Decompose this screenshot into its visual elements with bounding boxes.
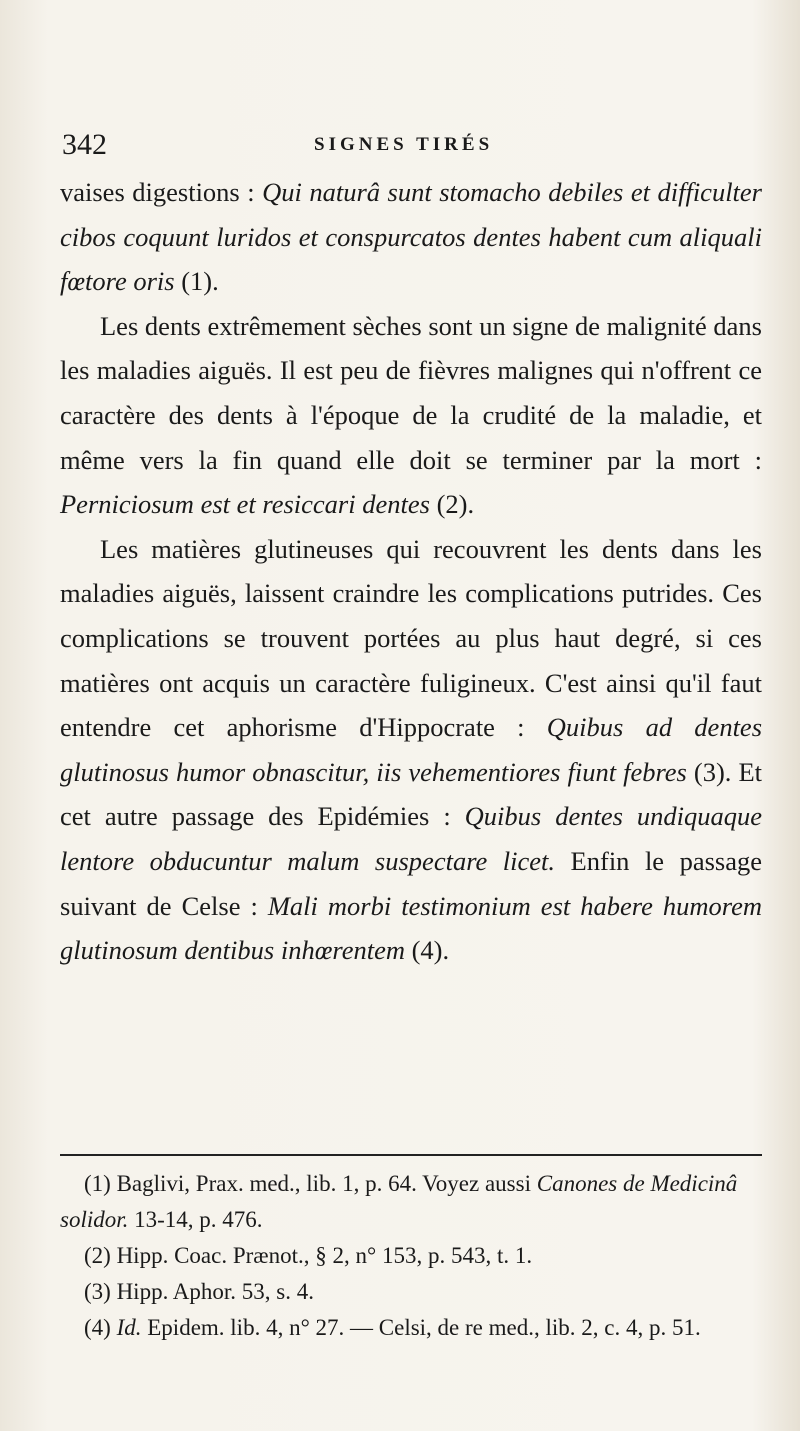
footnote-2: (2) Hipp. Coac. Prænot., § 2, n° 153, p. 543, t. 1. (84, 1243, 533, 1268)
latin-quote: Qui naturâ sunt stomacho debiles et difficulter cibos coquunt luridos et conspurcatos dentes habent cum aliquali fœtore oris (60, 177, 762, 297)
running-head: SIGNES TIRÉS (314, 134, 494, 155)
body-text (60, 170, 762, 973)
note-ref: (2). (429, 489, 475, 520)
text-span: (1) Baglivi, Prax. med., lib. 1, p. 64. Voyez aussi (84, 1171, 537, 1196)
text-span: vaises digestions : (60, 177, 263, 207)
latin-quote: Perniciosum est et resiccari dentes (60, 489, 430, 520)
paragraph-glutinous-matter (60, 527, 762, 973)
text-span: Enfin le passage suivant de Celse : (60, 845, 762, 921)
page-number: 342 (62, 128, 107, 161)
footnote-3: (3) Hipp. Aphor. 53, s. 4. (84, 1279, 314, 1304)
paragraph-dry-teeth (60, 304, 762, 527)
text-span: 13-14, p. 476. (128, 1207, 263, 1232)
footnotes (60, 1166, 770, 1346)
page-header (62, 128, 762, 164)
text-span: Les matières glutineuses qui recouvrent les dents dans les maladies aiguës, laissent craindre les complications putrides. Ces complications se trouvent portées au plus haut degré, si ces matières ont acquis un caractère fuligineux. C'est ainsi qu'il faut entendre cet aphorisme d'Hippocrate : (60, 533, 762, 743)
paragraph-continued (60, 170, 762, 304)
footnote-4 (60, 1310, 770, 1346)
citation-abbrev: Id. (116, 1315, 142, 1340)
footnote-1 (60, 1166, 770, 1238)
citation-title: Canones de Medicinâ solidor. (60, 1171, 738, 1232)
footnote-rule (60, 1154, 762, 1156)
text-span: (3). Et cet autre passage des Epidémies : (60, 756, 762, 832)
latin-quote: Quibus dentes undiquaque lentore obducuntur malum suspectare licet. (60, 801, 762, 876)
text-span: Epidem. lib. 4, n° 27. — Celsi, de re med., lib. 2, c. 4, p. 51. (141, 1315, 701, 1340)
text-span: (4) (84, 1315, 117, 1340)
note-ref: (4). (404, 935, 450, 966)
text-span: Les dents extrêmement sèches sont un signe de malignité dans les maladies aiguës. Il est peu de fièvres malignes qui n'offrent ce caractère des dents à l'époque de la crudité de la maladie, et même vers la fin quand elle doit se terminer par la mort : (60, 310, 762, 475)
latin-quote: Mali morbi testimonium est habere humorem glutinosum dentibus inhœrentem (60, 890, 762, 966)
latin-quote: Quibus ad dentes glutinosus humor obnascitur, iis vehementiores fiunt febres (60, 712, 763, 787)
note-ref: (1). (174, 266, 219, 297)
